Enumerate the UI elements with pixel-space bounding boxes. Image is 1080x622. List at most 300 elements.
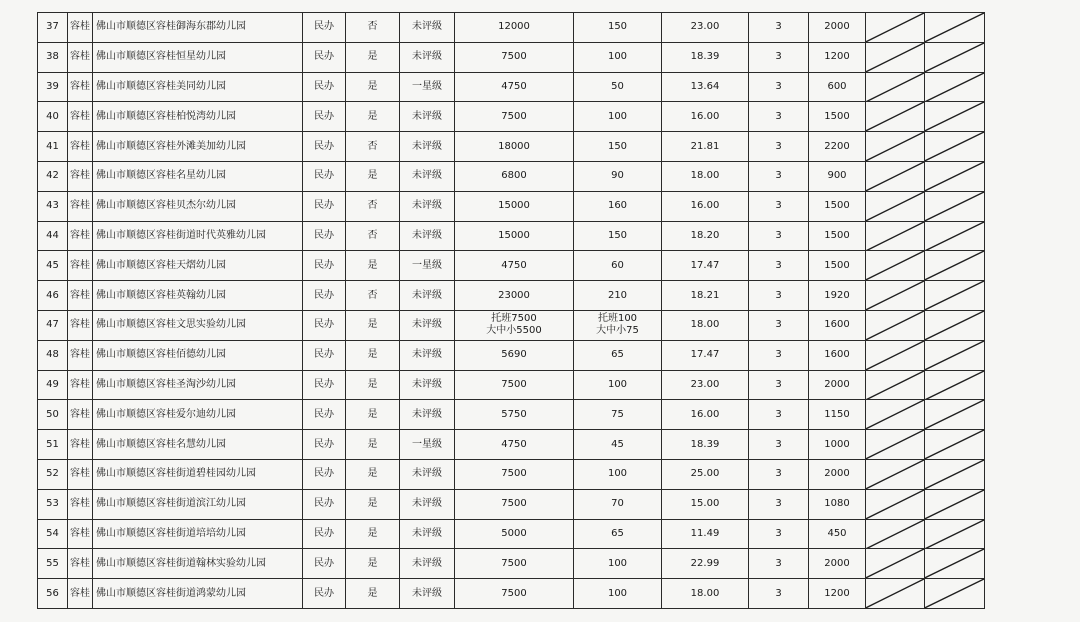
fee-cell bbox=[455, 191, 574, 221]
fee-cell-line-1: 7500 bbox=[501, 110, 527, 122]
struck-blank-cell bbox=[866, 549, 925, 579]
town-cell: 容桂 bbox=[68, 310, 93, 340]
fee-cell-line-1: 7500 bbox=[501, 587, 527, 599]
diagonal-strike bbox=[866, 460, 924, 489]
struck-blank-cell bbox=[866, 310, 925, 340]
struck-blank-cell bbox=[866, 191, 925, 221]
diagonal-strike bbox=[925, 520, 984, 549]
capacity-cell bbox=[574, 489, 662, 519]
fee-cell-line-1: 7500 bbox=[501, 498, 527, 510]
total-cell: 1000 bbox=[809, 430, 866, 460]
years-cell: 3 bbox=[749, 13, 809, 43]
diagonal-strike bbox=[925, 251, 984, 280]
table-row bbox=[38, 489, 1043, 519]
total-cell: 1500 bbox=[809, 251, 866, 281]
town-cell: 容桂 bbox=[68, 340, 93, 370]
capacity-cell-line-1: 60 bbox=[611, 259, 624, 271]
total-cell: 2200 bbox=[809, 132, 866, 162]
capacity-cell bbox=[574, 221, 662, 251]
capacity-cell bbox=[574, 370, 662, 400]
diagonal-strike bbox=[925, 192, 984, 221]
school-type-cell: 民办 bbox=[303, 72, 346, 102]
grade-level-cell: 一星级 bbox=[400, 72, 455, 102]
years-cell: 3 bbox=[749, 370, 809, 400]
diagonal-strike bbox=[866, 102, 924, 131]
town-cell: 容桂 bbox=[68, 579, 93, 609]
diagonal-strike bbox=[866, 281, 924, 310]
fee-cell bbox=[455, 102, 574, 132]
total-cell: 900 bbox=[809, 161, 866, 191]
inclusive-flag-cell: 是 bbox=[346, 42, 400, 72]
town-cell: 容桂 bbox=[68, 161, 93, 191]
fee-cell-line-1: 托班7500 bbox=[491, 313, 537, 325]
town-cell: 容桂 bbox=[68, 132, 93, 162]
struck-blank-cell bbox=[925, 459, 985, 489]
fee-cell bbox=[455, 370, 574, 400]
grade-level-cell: 未评级 bbox=[400, 489, 455, 519]
diagonal-strike bbox=[925, 549, 984, 578]
ratio-cell: 17.47 bbox=[662, 340, 749, 370]
ratio-cell: 18.20 bbox=[662, 221, 749, 251]
school-type-cell: 民办 bbox=[303, 549, 346, 579]
struck-blank-cell bbox=[925, 430, 985, 460]
school-type-cell: 民办 bbox=[303, 579, 346, 609]
row-number-cell: 44 bbox=[38, 221, 68, 251]
ratio-cell: 18.00 bbox=[662, 310, 749, 340]
fee-cell bbox=[455, 251, 574, 281]
school-type-cell: 民办 bbox=[303, 310, 346, 340]
town-cell: 容桂 bbox=[68, 549, 93, 579]
inclusive-flag-cell: 是 bbox=[346, 310, 400, 340]
school-type-cell: 民办 bbox=[303, 400, 346, 430]
grade-level-cell: 未评级 bbox=[400, 549, 455, 579]
capacity-cell-line-1: 100 bbox=[607, 587, 628, 599]
struck-blank-cell bbox=[866, 430, 925, 460]
years-cell: 3 bbox=[749, 42, 809, 72]
school-type-cell: 民办 bbox=[303, 132, 346, 162]
total-cell: 1200 bbox=[809, 42, 866, 72]
diagonal-strike bbox=[866, 43, 924, 72]
capacity-cell-line-1: 托班100 bbox=[597, 313, 638, 325]
total-cell: 450 bbox=[809, 519, 866, 549]
diagonal-strike bbox=[866, 192, 924, 221]
table-row bbox=[38, 221, 1043, 251]
diagonal-strike bbox=[866, 430, 924, 459]
total-cell: 1080 bbox=[809, 489, 866, 519]
fee-cell bbox=[455, 430, 574, 460]
table-row bbox=[38, 430, 1043, 460]
capacity-cell bbox=[574, 281, 662, 311]
row-number-cell: 45 bbox=[38, 251, 68, 281]
capacity-cell bbox=[574, 549, 662, 579]
capacity-cell bbox=[574, 579, 662, 609]
ratio-cell: 16.00 bbox=[662, 191, 749, 221]
capacity-cell-line-1: 150 bbox=[607, 140, 628, 152]
inclusive-flag-cell: 是 bbox=[346, 161, 400, 191]
struck-blank-cell bbox=[925, 132, 985, 162]
fee-cell-line-1: 5690 bbox=[501, 349, 527, 361]
struck-blank-cell bbox=[925, 340, 985, 370]
table-row bbox=[38, 340, 1043, 370]
years-cell: 3 bbox=[749, 221, 809, 251]
row-number-cell: 53 bbox=[38, 489, 68, 519]
ratio-cell: 18.00 bbox=[662, 579, 749, 609]
capacity-cell-line-1: 65 bbox=[611, 349, 624, 361]
row-number-cell: 52 bbox=[38, 459, 68, 489]
years-cell: 3 bbox=[749, 489, 809, 519]
years-cell: 3 bbox=[749, 549, 809, 579]
struck-blank-cell bbox=[925, 161, 985, 191]
diagonal-strike bbox=[866, 222, 924, 251]
inclusive-flag-cell: 否 bbox=[346, 13, 400, 43]
capacity-cell bbox=[574, 42, 662, 72]
diagonal-strike bbox=[925, 43, 984, 72]
struck-blank-cell bbox=[925, 42, 985, 72]
kindergarten-name-cell: 佛山市顺德区容桂街道培培幼儿园 bbox=[93, 519, 303, 549]
fee-cell bbox=[455, 310, 574, 340]
row-number-cell: 51 bbox=[38, 430, 68, 460]
total-cell: 1600 bbox=[809, 340, 866, 370]
table-row bbox=[38, 132, 1043, 162]
years-cell: 3 bbox=[749, 102, 809, 132]
inclusive-flag-cell: 是 bbox=[346, 519, 400, 549]
fee-cell bbox=[455, 281, 574, 311]
struck-blank-cell bbox=[866, 102, 925, 132]
total-cell: 1600 bbox=[809, 310, 866, 340]
total-cell: 1200 bbox=[809, 579, 866, 609]
capacity-cell-line-1: 210 bbox=[607, 289, 628, 301]
kindergarten-name-cell: 佛山市顺德区容桂名星幼儿园 bbox=[93, 161, 303, 191]
table-row bbox=[38, 42, 1043, 72]
fee-cell-line-1: 4750 bbox=[501, 259, 527, 271]
capacity-cell bbox=[574, 459, 662, 489]
years-cell: 3 bbox=[749, 281, 809, 311]
fee-cell-line-1: 7500 bbox=[501, 378, 527, 390]
capacity-cell bbox=[574, 519, 662, 549]
years-cell: 3 bbox=[749, 191, 809, 221]
capacity-cell-line-1: 50 bbox=[611, 80, 624, 92]
kindergarten-name-cell: 佛山市顺德区容桂柏悦湾幼儿园 bbox=[93, 102, 303, 132]
grade-level-cell: 未评级 bbox=[400, 579, 455, 609]
table-row bbox=[38, 102, 1043, 132]
years-cell: 3 bbox=[749, 400, 809, 430]
capacity-cell bbox=[574, 251, 662, 281]
years-cell: 3 bbox=[749, 132, 809, 162]
fee-cell-line-1: 5750 bbox=[501, 408, 527, 420]
ratio-cell: 11.49 bbox=[662, 519, 749, 549]
fee-cell bbox=[455, 459, 574, 489]
kindergarten-name-cell: 佛山市顺德区容桂天熠幼儿园 bbox=[93, 251, 303, 281]
fee-cell-line-1: 15000 bbox=[498, 229, 530, 241]
ratio-cell: 23.00 bbox=[662, 13, 749, 43]
fee-cell-line-1: 7500 bbox=[501, 557, 527, 569]
capacity-cell bbox=[574, 310, 662, 340]
ratio-cell: 18.39 bbox=[662, 42, 749, 72]
town-cell: 容桂 bbox=[68, 489, 93, 519]
capacity-cell bbox=[574, 13, 662, 43]
fee-cell-line-1: 4750 bbox=[501, 438, 527, 450]
grade-level-cell: 未评级 bbox=[400, 370, 455, 400]
grade-level-cell: 一星级 bbox=[400, 430, 455, 460]
fee-cell bbox=[455, 489, 574, 519]
struck-blank-cell bbox=[866, 340, 925, 370]
total-cell: 1500 bbox=[809, 102, 866, 132]
inclusive-flag-cell: 是 bbox=[346, 549, 400, 579]
ratio-cell: 17.47 bbox=[662, 251, 749, 281]
table-row bbox=[38, 459, 1043, 489]
capacity-cell-line-1: 160 bbox=[607, 200, 628, 212]
capacity-cell-line-1: 100 bbox=[607, 557, 628, 569]
kindergarten-fee-table bbox=[37, 12, 1043, 609]
capacity-cell bbox=[574, 161, 662, 191]
row-number-cell: 49 bbox=[38, 370, 68, 400]
row-number-cell: 55 bbox=[38, 549, 68, 579]
table-row bbox=[38, 400, 1043, 430]
inclusive-flag-cell: 是 bbox=[346, 400, 400, 430]
years-cell: 3 bbox=[749, 519, 809, 549]
diagonal-strike bbox=[925, 371, 984, 400]
fee-cell-line-1: 4750 bbox=[501, 80, 527, 92]
total-cell: 2000 bbox=[809, 549, 866, 579]
capacity-cell-line-1: 70 bbox=[611, 498, 624, 510]
struck-blank-cell bbox=[866, 459, 925, 489]
capacity-cell-line-1: 150 bbox=[607, 229, 628, 241]
town-cell: 容桂 bbox=[68, 459, 93, 489]
school-type-cell: 民办 bbox=[303, 340, 346, 370]
school-type-cell: 民办 bbox=[303, 191, 346, 221]
struck-blank-cell bbox=[925, 519, 985, 549]
town-cell: 容桂 bbox=[68, 251, 93, 281]
fee-cell-line-1: 12000 bbox=[498, 21, 530, 33]
struck-blank-cell bbox=[925, 13, 985, 43]
table-row bbox=[38, 13, 1043, 43]
struck-blank-cell bbox=[925, 102, 985, 132]
school-type-cell: 民办 bbox=[303, 459, 346, 489]
town-cell: 容桂 bbox=[68, 42, 93, 72]
row-number-cell: 43 bbox=[38, 191, 68, 221]
grade-level-cell: 未评级 bbox=[400, 161, 455, 191]
diagonal-strike bbox=[925, 311, 984, 340]
grade-level-cell: 未评级 bbox=[400, 519, 455, 549]
fee-cell-line-1: 7500 bbox=[501, 468, 527, 480]
grade-level-cell: 未评级 bbox=[400, 310, 455, 340]
years-cell: 3 bbox=[749, 251, 809, 281]
capacity-cell bbox=[574, 340, 662, 370]
years-cell: 3 bbox=[749, 459, 809, 489]
grade-level-cell: 未评级 bbox=[400, 191, 455, 221]
struck-blank-cell bbox=[866, 519, 925, 549]
inclusive-flag-cell: 是 bbox=[346, 489, 400, 519]
diagonal-strike bbox=[925, 460, 984, 489]
fee-cell-line-1: 7500 bbox=[501, 51, 527, 63]
inclusive-flag-cell: 是 bbox=[346, 102, 400, 132]
grade-level-cell: 未评级 bbox=[400, 13, 455, 43]
struck-blank-cell bbox=[925, 489, 985, 519]
fee-cell bbox=[455, 340, 574, 370]
ratio-cell: 23.00 bbox=[662, 370, 749, 400]
table-row bbox=[38, 72, 1043, 102]
diagonal-strike bbox=[866, 579, 924, 608]
struck-blank-cell bbox=[925, 579, 985, 609]
inclusive-flag-cell: 否 bbox=[346, 132, 400, 162]
years-cell: 3 bbox=[749, 579, 809, 609]
kindergarten-name-cell: 佛山市顺德区容桂爱尔迪幼儿园 bbox=[93, 400, 303, 430]
school-type-cell: 民办 bbox=[303, 430, 346, 460]
capacity-cell-line-2: 大中小75 bbox=[596, 325, 639, 337]
capacity-cell bbox=[574, 430, 662, 460]
struck-blank-cell bbox=[925, 310, 985, 340]
town-cell: 容桂 bbox=[68, 430, 93, 460]
diagonal-strike bbox=[925, 579, 984, 608]
town-cell: 容桂 bbox=[68, 400, 93, 430]
school-type-cell: 民办 bbox=[303, 102, 346, 132]
struck-blank-cell bbox=[925, 370, 985, 400]
school-type-cell: 民办 bbox=[303, 42, 346, 72]
ratio-cell: 15.00 bbox=[662, 489, 749, 519]
town-cell: 容桂 bbox=[68, 519, 93, 549]
capacity-cell bbox=[574, 400, 662, 430]
diagonal-strike bbox=[925, 162, 984, 191]
kindergarten-name-cell: 佛山市顺德区容桂美同幼儿园 bbox=[93, 72, 303, 102]
ratio-cell: 13.64 bbox=[662, 72, 749, 102]
ratio-cell: 18.21 bbox=[662, 281, 749, 311]
ratio-cell: 21.81 bbox=[662, 132, 749, 162]
diagonal-strike bbox=[866, 73, 924, 102]
struck-blank-cell bbox=[866, 132, 925, 162]
grade-level-cell: 未评级 bbox=[400, 102, 455, 132]
diagonal-strike bbox=[925, 102, 984, 131]
row-number-cell: 56 bbox=[38, 579, 68, 609]
town-cell: 容桂 bbox=[68, 191, 93, 221]
kindergarten-name-cell: 佛山市顺德区容桂街道时代英雅幼儿园 bbox=[93, 221, 303, 251]
fee-cell-line-1: 23000 bbox=[498, 289, 530, 301]
diagonal-strike bbox=[866, 311, 924, 340]
capacity-cell-line-1: 65 bbox=[611, 527, 624, 539]
struck-blank-cell bbox=[925, 549, 985, 579]
row-number-cell: 50 bbox=[38, 400, 68, 430]
diagonal-strike bbox=[866, 549, 924, 578]
total-cell: 2000 bbox=[809, 459, 866, 489]
table-row bbox=[38, 519, 1043, 549]
ratio-cell: 25.00 bbox=[662, 459, 749, 489]
town-cell: 容桂 bbox=[68, 13, 93, 43]
diagonal-strike bbox=[925, 490, 984, 519]
school-type-cell: 民办 bbox=[303, 281, 346, 311]
ratio-cell: 16.00 bbox=[662, 400, 749, 430]
struck-blank-cell bbox=[925, 281, 985, 311]
fee-cell bbox=[455, 519, 574, 549]
grade-level-cell: 未评级 bbox=[400, 281, 455, 311]
kindergarten-name-cell: 佛山市顺德区容桂街道翰林实验幼儿园 bbox=[93, 549, 303, 579]
years-cell: 3 bbox=[749, 72, 809, 102]
kindergarten-name-cell: 佛山市顺德区容桂御海东郡幼儿园 bbox=[93, 13, 303, 43]
fee-cell-line-1: 15000 bbox=[498, 200, 530, 212]
fee-cell bbox=[455, 72, 574, 102]
inclusive-flag-cell: 否 bbox=[346, 191, 400, 221]
capacity-cell-line-1: 100 bbox=[607, 110, 628, 122]
capacity-cell-line-1: 45 bbox=[611, 438, 624, 450]
grade-level-cell: 未评级 bbox=[400, 459, 455, 489]
grade-level-cell: 未评级 bbox=[400, 340, 455, 370]
struck-blank-cell bbox=[866, 400, 925, 430]
row-number-cell: 47 bbox=[38, 310, 68, 340]
total-cell: 600 bbox=[809, 72, 866, 102]
fee-cell bbox=[455, 400, 574, 430]
fee-cell bbox=[455, 13, 574, 43]
fee-cell-line-1: 6800 bbox=[501, 170, 527, 182]
struck-blank-cell bbox=[866, 370, 925, 400]
town-cell: 容桂 bbox=[68, 221, 93, 251]
diagonal-strike bbox=[925, 73, 984, 102]
years-cell: 3 bbox=[749, 161, 809, 191]
struck-blank-cell bbox=[925, 72, 985, 102]
table-row bbox=[38, 549, 1043, 579]
row-number-cell: 37 bbox=[38, 13, 68, 43]
row-number-cell: 54 bbox=[38, 519, 68, 549]
inclusive-flag-cell: 是 bbox=[346, 72, 400, 102]
row-number-cell: 41 bbox=[38, 132, 68, 162]
diagonal-strike bbox=[866, 490, 924, 519]
school-type-cell: 民办 bbox=[303, 13, 346, 43]
diagonal-strike bbox=[866, 520, 924, 549]
fee-cell bbox=[455, 42, 574, 72]
inclusive-flag-cell: 是 bbox=[346, 430, 400, 460]
grade-level-cell: 未评级 bbox=[400, 42, 455, 72]
school-type-cell: 民办 bbox=[303, 221, 346, 251]
capacity-cell-line-1: 100 bbox=[607, 468, 628, 480]
total-cell: 1150 bbox=[809, 400, 866, 430]
kindergarten-name-cell: 佛山市顺德区容桂文思实验幼儿园 bbox=[93, 310, 303, 340]
diagonal-strike bbox=[925, 132, 984, 161]
kindergarten-name-cell: 佛山市顺德区容桂街道碧桂园幼儿园 bbox=[93, 459, 303, 489]
diagonal-strike bbox=[925, 341, 984, 370]
town-cell: 容桂 bbox=[68, 281, 93, 311]
kindergarten-name-cell: 佛山市顺德区容桂恒星幼儿园 bbox=[93, 42, 303, 72]
total-cell: 1500 bbox=[809, 221, 866, 251]
school-type-cell: 民办 bbox=[303, 161, 346, 191]
inclusive-flag-cell: 是 bbox=[346, 579, 400, 609]
diagonal-strike bbox=[866, 13, 924, 42]
fee-cell-line-1: 18000 bbox=[498, 140, 530, 152]
struck-blank-cell bbox=[866, 221, 925, 251]
kindergarten-name-cell: 佛山市顺德区容桂圣淘沙幼儿园 bbox=[93, 370, 303, 400]
grade-level-cell: 未评级 bbox=[400, 400, 455, 430]
struck-blank-cell bbox=[866, 579, 925, 609]
capacity-cell-line-1: 150 bbox=[607, 21, 628, 33]
capacity-cell-line-1: 75 bbox=[611, 408, 624, 420]
fee-cell bbox=[455, 132, 574, 162]
town-cell: 容桂 bbox=[68, 72, 93, 102]
struck-blank-cell bbox=[925, 251, 985, 281]
grade-level-cell: 一星级 bbox=[400, 251, 455, 281]
table-row bbox=[38, 579, 1043, 609]
kindergarten-name-cell: 佛山市顺德区容桂贝杰尔幼儿园 bbox=[93, 191, 303, 221]
table-row bbox=[38, 251, 1043, 281]
inclusive-flag-cell: 是 bbox=[346, 340, 400, 370]
diagonal-strike bbox=[925, 430, 984, 459]
total-cell: 2000 bbox=[809, 370, 866, 400]
table-row bbox=[38, 281, 1043, 311]
inclusive-flag-cell: 否 bbox=[346, 221, 400, 251]
struck-blank-cell bbox=[925, 221, 985, 251]
school-type-cell: 民办 bbox=[303, 251, 346, 281]
diagonal-strike bbox=[925, 400, 984, 429]
struck-blank-cell bbox=[866, 72, 925, 102]
fee-cell bbox=[455, 579, 574, 609]
school-type-cell: 民办 bbox=[303, 489, 346, 519]
kindergarten-name-cell: 佛山市顺德区容桂街道滨江幼儿园 bbox=[93, 489, 303, 519]
diagonal-strike bbox=[866, 162, 924, 191]
